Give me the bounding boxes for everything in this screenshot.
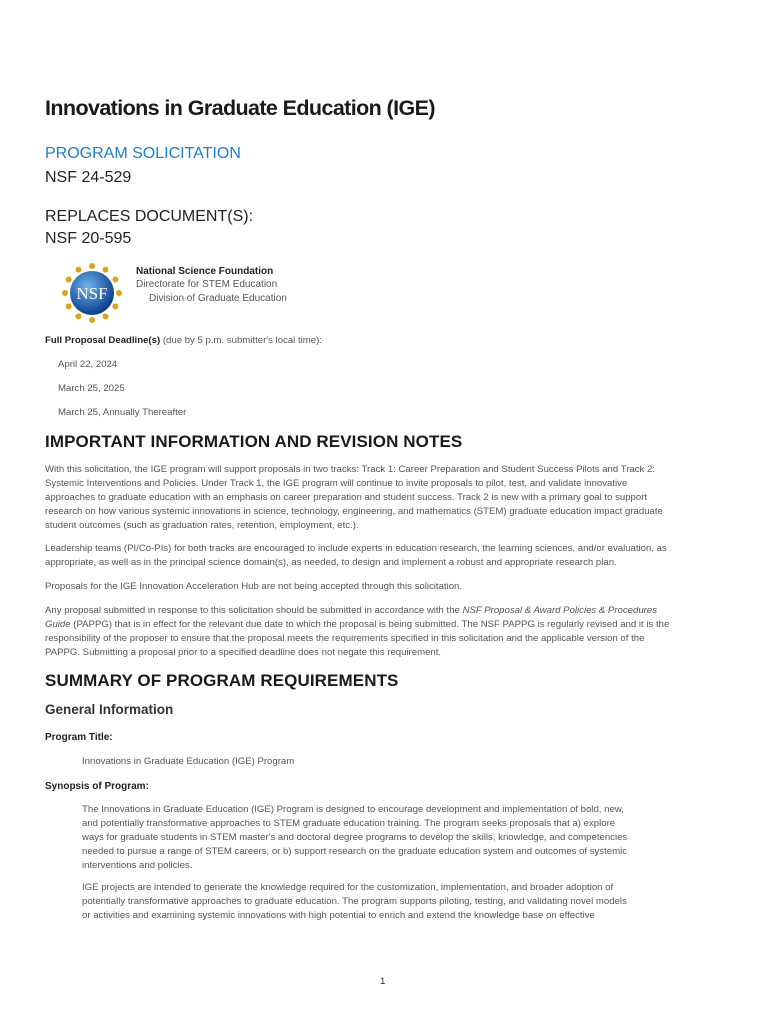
- solicitation-label: PROGRAM SOLICITATION: [45, 145, 241, 162]
- org-directorate: Directorate for STEM Education: [136, 279, 278, 290]
- important-heading: IMPORTANT INFORMATION AND REVISION NOTES: [45, 432, 463, 451]
- program-title-label: Program Title:: [45, 732, 113, 743]
- text-line: and potentially transformative approaches to STEM graduate education training. The program seeks proposals that a) explore: [82, 818, 616, 829]
- text-line: The Innovations in Graduate Education (IGE) Program is designed to encourage development and implementation of bold, new,: [82, 804, 624, 815]
- nsf-logo: [62, 263, 122, 323]
- text-line: interventions and policies.: [82, 860, 193, 871]
- summary-heading: SUMMARY OF PROGRAM REQUIREMENTS: [45, 671, 399, 690]
- text-line: ways for graduate students in STEM master's and doctoral degree programs to develop the skills, knowledge, and competencies: [82, 832, 628, 843]
- synopsis-label: Synopsis of Program:: [45, 781, 149, 792]
- text-line: With this solicitation, the IGE program will support proposals in two tracks: Track 1: Career Preparation and Student Success Pilots and Track 2:: [45, 464, 656, 475]
- pappg-title: Guide: [45, 619, 71, 630]
- deadline-date: March 25, 2025: [58, 383, 125, 394]
- text-span: Any proposal submitted in response to this solicitation should be submitted in accordance with the: [45, 605, 463, 616]
- synopsis-paragraph-2: [82, 881, 627, 923]
- deadline-date: March 25, Annually Thereafter: [58, 407, 187, 418]
- text-line: Proposals for the IGE Innovation Acceleration Hub are not being accepted through this solicitation.: [45, 581, 463, 592]
- page-number: 1: [380, 976, 386, 987]
- deadline-date: April 22, 2024: [58, 359, 118, 370]
- text-line: Leadership teams (PI/Co-PIs) for both tracks are encouraged to include experts in education research, the learning sciences, and/or evaluation, as: [45, 543, 667, 554]
- text-line: responsibility of the proposer to ensure that the proposal meets the requirements specified in this solicitation and the applicable version of the: [45, 633, 645, 644]
- deadline-label: Full Proposal Deadline(s): [45, 335, 161, 346]
- text-line: student outcomes (such as graduation rates, retention, employment, etc.).: [45, 520, 359, 531]
- text-line: research on how various systemic innovations in science, technology, engineering, and mathematics (STEM) graduate education impact graduate: [45, 506, 663, 517]
- general-info-heading: General Information: [45, 702, 174, 717]
- deadline-note: (due by 5 p.m. submitter's local time):: [160, 335, 322, 346]
- important-paragraph-4: [45, 604, 669, 660]
- solicitation-number: NSF 24-529: [45, 169, 132, 186]
- nsf-logo-text: NSF: [76, 284, 108, 303]
- replaces-label: REPLACES DOCUMENT(S):: [45, 208, 254, 225]
- text-line: or activities and examining systemic innovations with high potential to enrich and extend the knowledge base on effective: [82, 910, 595, 921]
- text-line: [45, 618, 669, 632]
- text-line: [45, 604, 669, 618]
- page-title: Innovations in Graduate Education (IGE): [45, 96, 435, 120]
- text-span: (PAPPG) that is in effect for the relevant due date to which the proposal is being submitted. The NSF PAPPG is regularly revised and it is the: [70, 619, 670, 630]
- deadline-line: [45, 335, 322, 346]
- text-line: PAPPG. Submitting a proposal prior to a specified deadline does not negate this requirement.: [45, 647, 442, 658]
- text-line: needed to pursue a range of STEM careers, or b) support research on the graduate education system and outcomes of systemic: [82, 846, 628, 857]
- important-paragraph-3: [45, 580, 462, 594]
- synopsis-paragraph-1: [82, 803, 627, 873]
- text-line: Systemic Interventions and Policies. Under Track 1, the IGE program will continue to invite proposals to pilot, test, and validate innovative: [45, 478, 628, 489]
- replaces-number: NSF 20-595: [45, 230, 132, 247]
- important-paragraph-2: [45, 542, 667, 570]
- program-title-value: Innovations in Graduate Education (IGE) Program: [82, 756, 295, 767]
- pappg-title: NSF Proposal & Award Policies & Procedures: [462, 605, 658, 616]
- important-paragraph-1: [45, 463, 663, 533]
- text-line: IGE projects are intended to generate the knowledge required for the customization, implementation, and broader adoption of: [82, 882, 614, 893]
- text-line: appropriate, as well as in the principal science domain(s), as needed, to design and implement a robust and appropriate research plan.: [45, 557, 617, 568]
- text-line: approaches to graduate education with an emphasis on career preparation and student success. Track 2 is new with a primary goal to support: [45, 492, 648, 503]
- org-division: Division of Graduate Education: [149, 293, 287, 304]
- org-name: National Science Foundation: [136, 266, 274, 277]
- text-line: potentially transformative approaches to graduate education. The program supports piloting, testing, and validating novel models: [82, 896, 627, 907]
